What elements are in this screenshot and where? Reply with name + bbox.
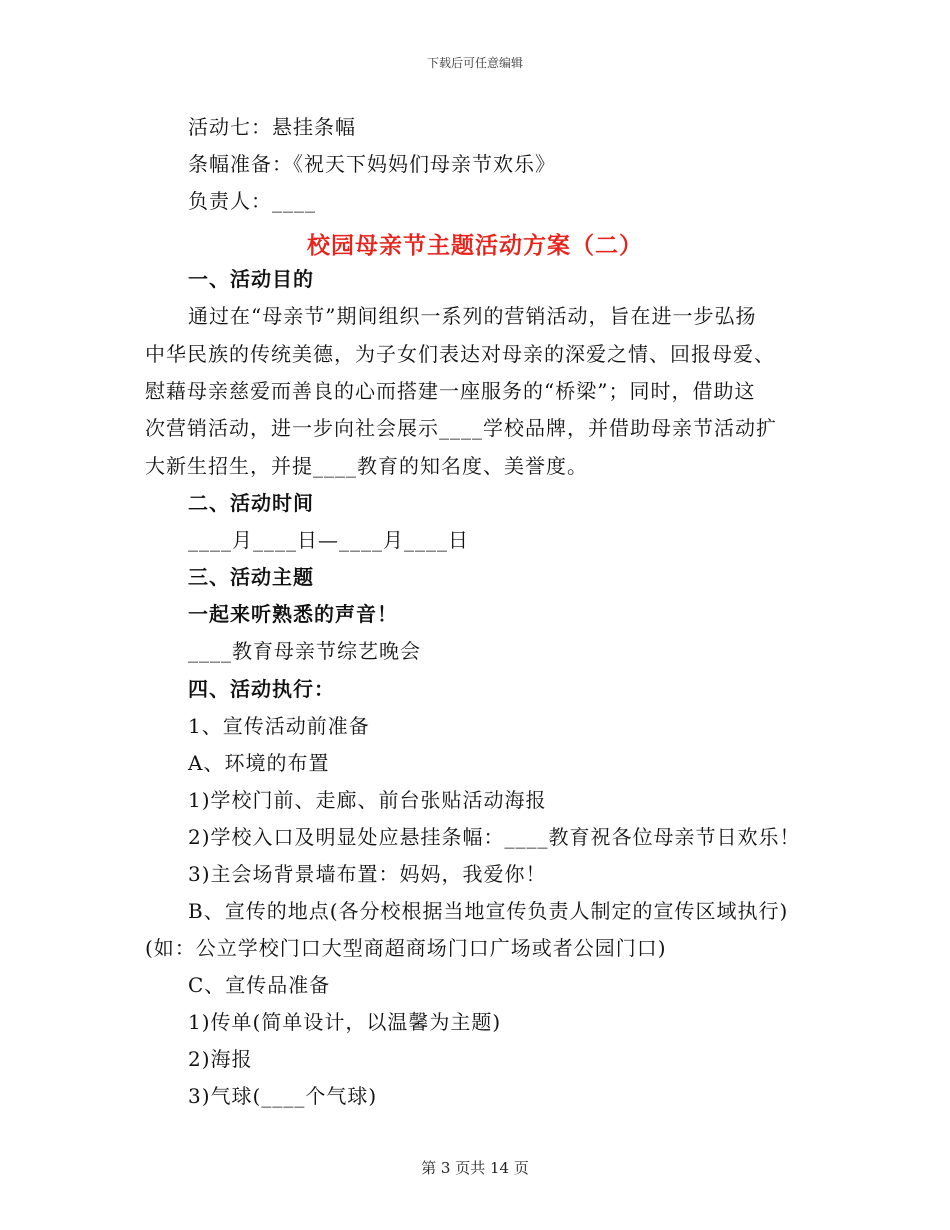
paragraph-line: 慰藉母亲慈爱而善良的心而搭建一座服务的“桥梁”；同时，借助这 xyxy=(145,379,756,403)
theme-event-name: ____教育母亲节综艺晚会 xyxy=(188,639,421,663)
list-item: 1)学校门前、走廊、前台张贴活动海报 xyxy=(188,788,547,812)
list-item: 2)海报 xyxy=(188,1047,253,1071)
date-range-line: ____月____日—____月____日 xyxy=(188,528,469,552)
paragraph-line: 大新生招生，并提____教育的知名度、美誉度。 xyxy=(145,454,588,478)
document-title: 校园母亲节主题活动方案（二） xyxy=(307,233,643,259)
section-heading-time: 二、活动时间 xyxy=(188,491,314,515)
list-item: 1)传单(简单设计，以温馨为主题) xyxy=(188,1010,502,1034)
page-footer: 第 3 页共 14 页 xyxy=(421,1159,529,1177)
list-item: 3)主会场背景墙布置：妈妈，我爱你！ xyxy=(188,862,547,886)
section-heading-purpose: 一、活动目的 xyxy=(188,267,314,291)
theme-slogan: 一起来听熟悉的声音！ xyxy=(188,602,398,626)
list-item: C、宣传品准备 xyxy=(188,973,331,997)
list-item: 1、宣传活动前准备 xyxy=(188,714,370,738)
activity-7-line: 活动七：悬挂条幅 xyxy=(188,115,356,139)
list-item: 3)气球(____个气球) xyxy=(188,1084,378,1108)
list-item: B、宣传的地点(各分校根据当地宣传负责人制定的宣传区域执行) xyxy=(188,899,789,923)
responsible-person-line: 负责人：____ xyxy=(188,189,316,213)
paragraph-line: 中华民族的传统美德，为子女们表达对母亲的深爱之情、回报母爱、 xyxy=(145,342,775,366)
paragraph-line: 通过在“母亲节”期间组织一系列的营销活动，旨在进一步弘扬 xyxy=(188,304,757,328)
banner-prep-line: 条幅准备：《祝天下妈妈们母亲节欢乐》 xyxy=(188,152,556,176)
section-heading-execution: 四、活动执行： xyxy=(188,677,335,701)
list-item: 2)学校入口及明显处应悬挂条幅：____教育祝各位母亲节日欢乐！ xyxy=(188,825,801,849)
list-item-continued: (如：公立学校门口大型商超商场门口广场或者公园门口) xyxy=(145,936,667,960)
list-item: A、环境的布置 xyxy=(188,751,330,775)
section-heading-theme: 三、活动主题 xyxy=(188,565,314,589)
page-header: 下载后可任意编辑 xyxy=(426,56,523,70)
paragraph-line: 次营销活动，进一步向社会展示____学校品牌，并借助母亲节活动扩 xyxy=(145,416,777,440)
